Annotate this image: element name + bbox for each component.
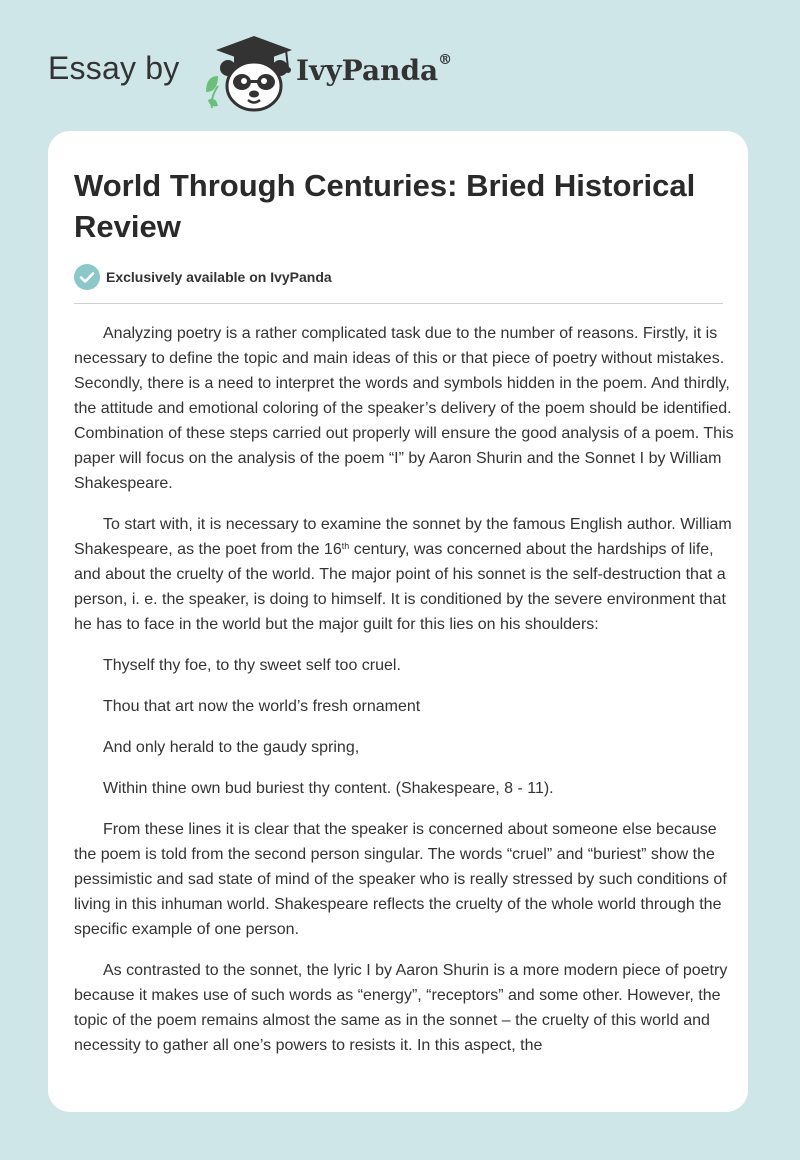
essay-by-label: Essay by [48, 50, 180, 86]
site-header [48, 34, 648, 114]
paragraph-1: Analyzing poetry is a rather complicated task due to the number of reasons. Firstly, it is necessary to define the topic and main ideas of this or that piece of poetry without mistakes. Secondly, there is a need to interpret the words and symbols hidden in the poem. And thirdly, the attitude and emotional coloring of the speaker’s delivery of the poem should be identified. Combination of these steps carried out properly will ensure the good analysis of a poem. This paper will focus on the analysis of the poem “I” by Aaron Shurin and the Sonnet I by William Shakespeare. [74, 325, 734, 492]
paragraph-3: From these lines it is clear that the speaker is concerned about someone else because the poem is told from the second person singular. The words “cruel” and “buriest” show the pessimistic and sad state of mind of the speaker who is really stressed by such conditions of living in this inhuman world. Shakespeare reflects the cruelty of the whole world through the specific example of one person. [74, 821, 727, 938]
check-icon [74, 264, 100, 290]
paragraph-4: As contrasted to the sonnet, the lyric I by Aaron Shurin is a more modern piece of poetry because it makes use of such words as “energy”, “receptors” and some other. However, the topic of the poem remains almost the same as in the sonnet – the cruelty of this world and necessity to gather all one’s powers to resists it. In this aspect, the [74, 962, 728, 1054]
brand-name: IvyPanda® [296, 52, 453, 87]
essay-body [74, 321, 734, 1074]
quote-line-4: Within thine own bud buriest thy content. (Shakespeare, 8 - 11). [103, 780, 554, 797]
page-title: World Through Centuries: Bried Historical Review [74, 168, 696, 244]
essay-card [48, 131, 748, 1112]
paragraph-2: To start with, it is necessary to examine the sonnet by the famous English author. William Shakespeare, as the poet from the 16th century, was concerned about the hardships of life, and about the cruelty of the world. The major point of his sonnet is the self-destruction that a person, i. e. the speaker, is doing to himself. It is conditioned by the severe environment that he has to face in the world but the major guilt for this lies on his shoulders: [74, 516, 732, 633]
panda-logo-icon [204, 34, 294, 112]
divider [74, 303, 723, 304]
quote-line-2: Thou that art now the world’s fresh ornament [103, 698, 421, 715]
quote-line-3: And only herald to the gaudy spring, [103, 739, 360, 756]
badge-label: Exclusively available on IvyPanda [106, 269, 332, 285]
quote-line-1: Thyself thy foe, to thy sweet self too cruel. [103, 657, 401, 674]
